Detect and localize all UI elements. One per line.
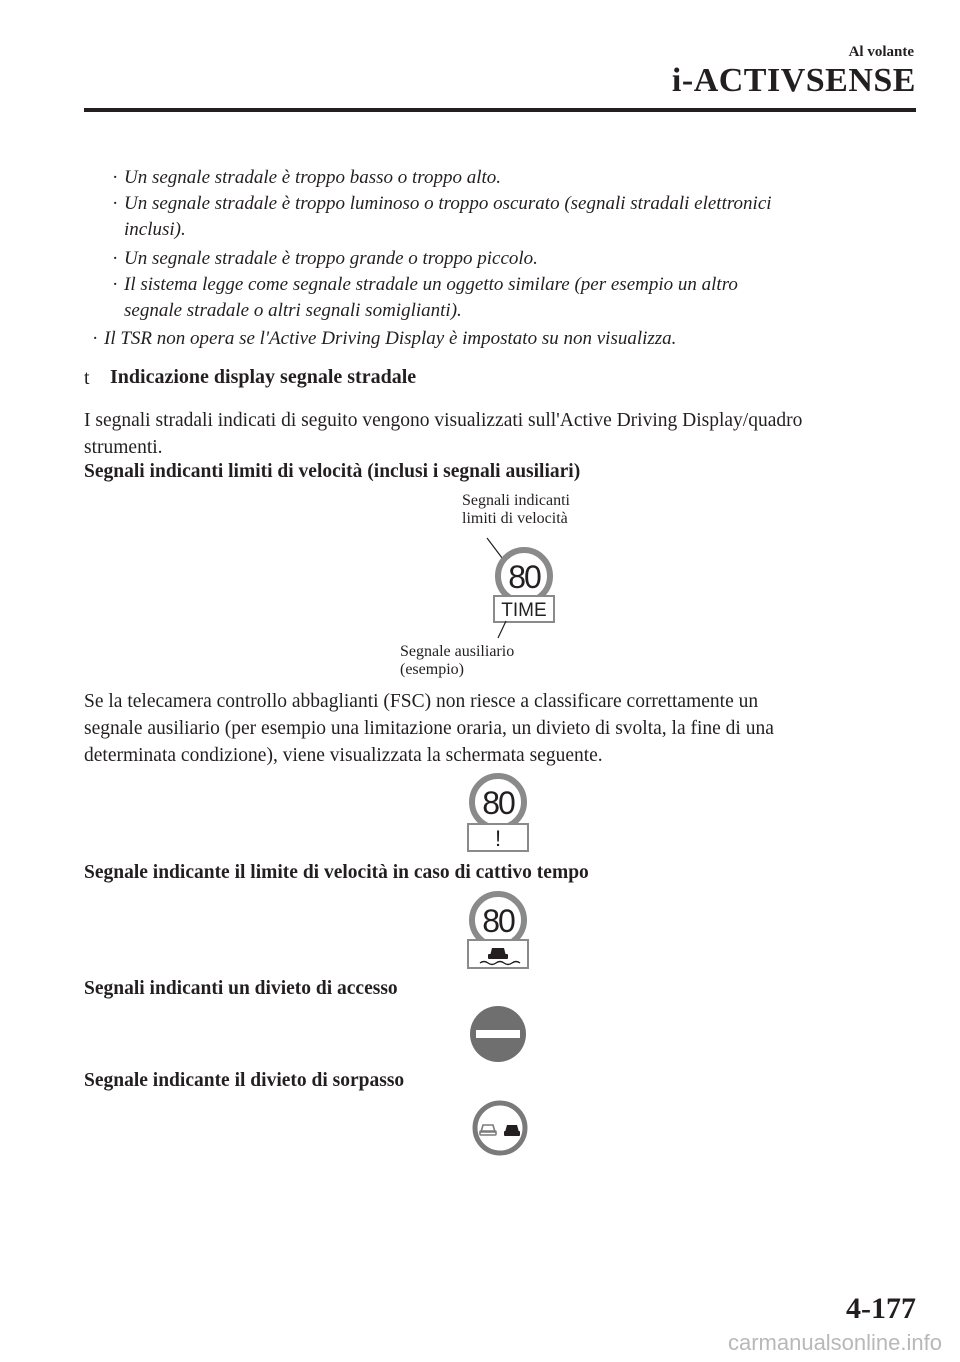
speed-limit-sign-time [480,530,580,650]
list-item: · Il TSR non opera se l'Active Driving Display è impostato su non visualizza. [92,328,677,349]
subheading-bad-weather: Segnale indicante il limite di velocità in caso di cattivo tempo [84,862,589,883]
header-divider [84,108,916,112]
speed-value: 80 [508,559,540,595]
list-item-continuation: segnale stradale o altri segnali somiglianti). [124,300,462,321]
list-item: · Un segnale stradale è troppo grande o troppo piccolo. [112,248,538,269]
intro-line: strumenti. [84,437,163,458]
paragraph-line: segnale ausiliario (per esempio una limitazione oraria, un divieto di svolta, la fine di una [84,718,774,739]
paragraph-line: Se la telecamera controllo abbaglianti (FSC) non riesce a classificare correttamente un [84,691,759,712]
list-item: · Un segnale stradale è troppo luminoso o troppo oscurato (segnali stradali elettronici [112,193,772,214]
subheading-no-overtaking: Segnale indicante il divieto di sorpasso [84,1070,405,1091]
speed-value: 80 [482,785,514,821]
paragraph-line: determinata condizione), viene visualizzata la schermata seguente. [84,745,603,766]
subheading-speed-limits: Segnali indicanti limiti di velocità (inclusi i segnali ausiliari) [84,461,581,482]
exclamation-icon: ! [494,826,502,851]
header-section: Al volante [848,44,914,60]
callout-speed-label: Segnali indicanti limiti di velocità [462,492,570,527]
watermark: carmanualsonline.info [727,1330,942,1355]
list-item-continuation: inclusi). [124,219,186,240]
list-item: · Un segnale stradale è troppo basso o troppo alto. [112,167,502,188]
speed-value: 80 [482,903,514,939]
aux-text: TIME [501,600,547,621]
callout-aux-label: Segnale ausiliario (esempio) [400,643,515,678]
list-item: · Il sistema legge come segnale stradale un oggetto similare (per esempio un altro [112,274,738,295]
page-number: 4-177 [846,1292,916,1325]
intro-line: I segnali stradali indicati di seguito vengono visualizzati sull'Active Driving Display/quadro [84,410,803,431]
subheading-no-entry: Segnali indicanti un divieto di accesso [84,978,398,999]
header-title: i-ACTIVSENSE [671,62,916,99]
speed-limit-sign-bad-weather [460,890,540,974]
no-entry-sign-icon [468,1004,528,1064]
callout-leader-line [498,621,506,638]
section-heading: Indicazione display segnale stradale [110,366,417,388]
section-mark: t [84,367,90,389]
no-overtaking-sign-icon [470,1098,530,1158]
speed-limit-sign-unknown [460,772,540,856]
